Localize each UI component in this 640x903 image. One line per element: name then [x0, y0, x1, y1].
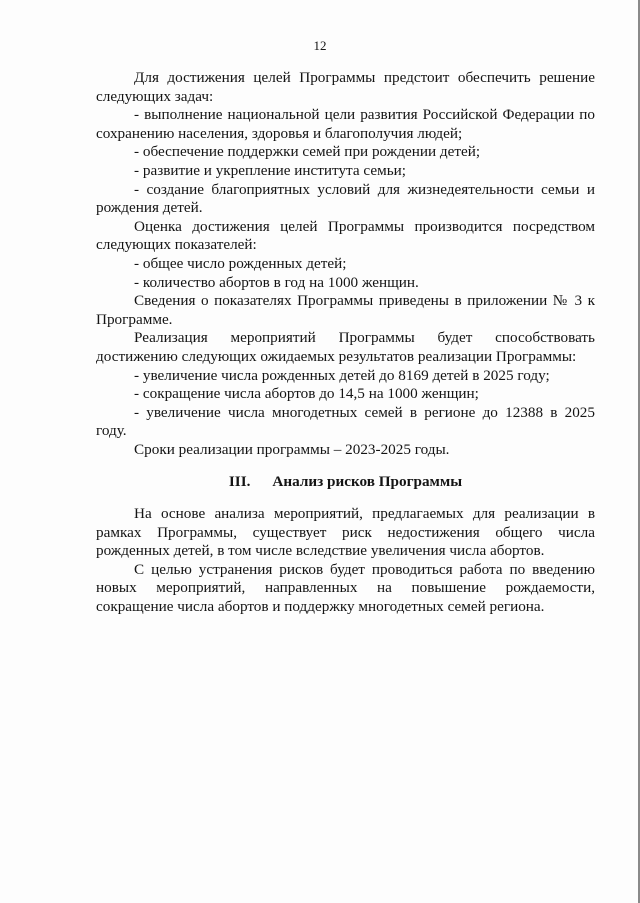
paragraph-risk-analysis: На основе анализа мероприятий, предлагаемых для реализации в рамках Программы, существует риск недостижения общего числа рожденных детей, в том числе вследствие увеличения числа абортов. — [96, 505, 595, 560]
paragraph-risk-mitigation: С целью устранения рисков будет проводиться работа по введению новых мероприятий, направленных на повышение рождаемости, сокращение числа абортов и поддержку многодетных семей региона. — [96, 560, 595, 616]
paragraph-indicators-intro: Оценка достижения целей Программы производится посредством следующих показателей: — [96, 217, 595, 254]
paragraph-timeline: Сроки реализации программы – 2023-2025 годы. — [134, 440, 450, 458]
task-item: - выполнение национальной цели развития Российской Федерации по сохранению населения, здоровья и благополучия людей; — [96, 106, 595, 142]
section-title: Анализ рисков Программы — [272, 473, 463, 491]
page-body — [96, 69, 595, 617]
task-item: - обеспечение поддержки семей при рождении детей; — [134, 143, 481, 161]
section-number: III. — [228, 473, 251, 491]
paragraph-intro: Для достижения целей Программы предстоит обеспечить решение следующих задач: — [96, 69, 595, 105]
paragraph-results-intro: Реализация мероприятий Программы будет способствовать достижению следующих ожидаемых результатов реализации Программы: — [96, 329, 595, 365]
result-item: - сокращение числа абортов до 14,5 на 1000 женщин; — [134, 385, 479, 403]
section-heading — [96, 473, 595, 492]
indicator-item: - общее число рожденных детей; — [134, 254, 347, 272]
task-item: - создание благоприятных условий для жизнедеятельности семьи и рождения детей. — [96, 180, 595, 217]
page-number: 12 — [313, 38, 327, 53]
result-item: - увеличение числа многодетных семей в регионе до 12388 в 2025 году. — [96, 403, 595, 440]
paragraph-indicators-reference: Сведения о показателях Программы приведены в приложении № 3 к Программе. — [96, 292, 595, 328]
result-item: - увеличение числа рожденных детей до 8169 детей в 2025 году; — [134, 366, 550, 384]
indicator-item: - количество абортов в год на 1000 женщин. — [134, 273, 419, 291]
task-item: - развитие и укрепление института семьи; — [134, 161, 406, 179]
